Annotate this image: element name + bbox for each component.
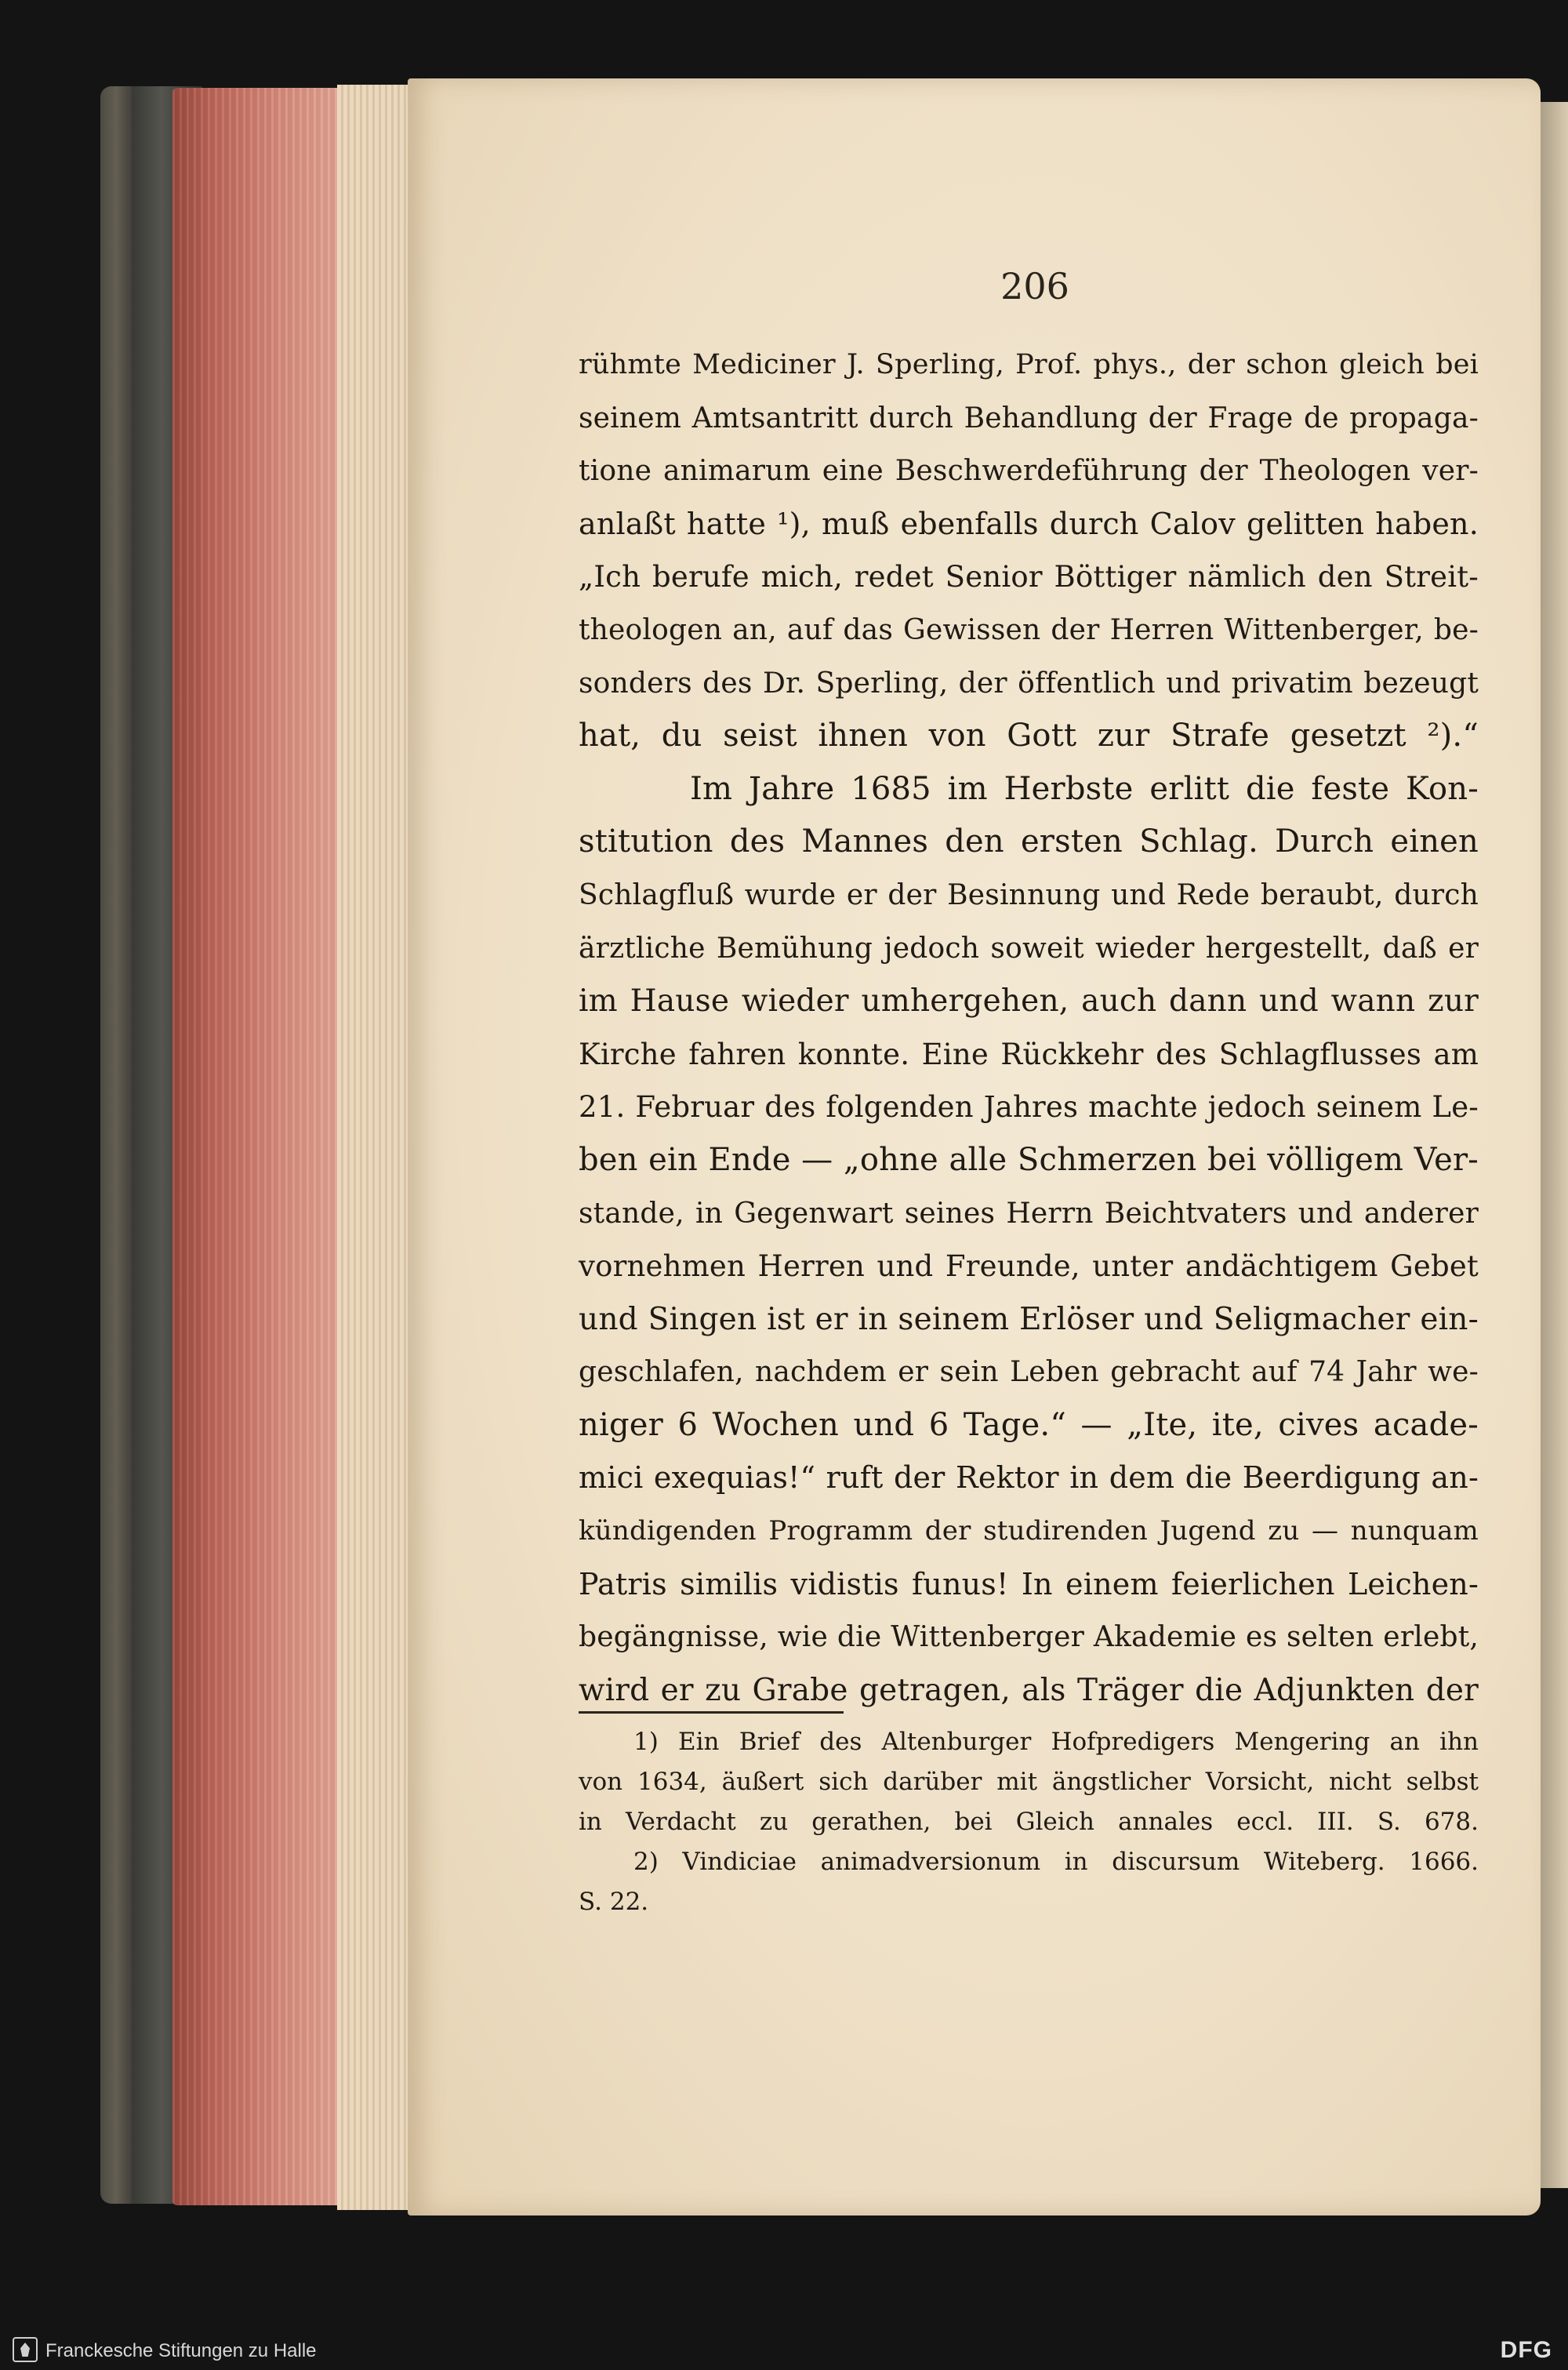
text-line: theologen an, auf das Gewissen der Herren Wittenberger, be- bbox=[579, 613, 1479, 646]
body-text bbox=[579, 339, 1479, 1717]
footnote-line: S. 22. bbox=[579, 1888, 649, 1916]
text-line: sonders des Dr. Sperling, der öffentlich und privatim bezeugt bbox=[579, 667, 1479, 700]
text-line: hat, du seist ihnen von Gott zur Strafe gesetzt ²).“ bbox=[579, 718, 1479, 754]
text-line: Im Jahre 1685 im Herbste erlitt die feste Kon- bbox=[690, 770, 1479, 807]
text-line: kündigenden Programm der studirenden Jugend zu — nunquam bbox=[579, 1515, 1479, 1547]
text-line: Schlagfluß wurde er der Besinnung und Rede beraubt, durch bbox=[579, 878, 1479, 911]
text-line: rühmte Mediciner J. Sperling, Prof. phys., der schon gleich bei bbox=[579, 349, 1479, 380]
institution-logo-icon bbox=[13, 2337, 38, 2362]
funder-logo: DFG bbox=[1500, 2337, 1552, 2363]
institution-name: Franckesche Stiftungen zu Halle bbox=[45, 2340, 317, 2361]
footnote-line: 1) Ein Brief des Altenburger Hofpredigers Mengering an ihn bbox=[633, 1728, 1479, 1756]
footnote-line: 2) Vindiciae animadversionum in discursum Witeberg. 1666. bbox=[633, 1848, 1479, 1876]
text-line: ärztliche Bemühung jedoch soweit wieder hergestellt, daß er bbox=[579, 932, 1479, 965]
footnote-line: in Verdacht zu gerathen, bei Gleich annales eccl. III. S. 678. bbox=[579, 1808, 1479, 1836]
text-line: begängnisse, wie die Wittenberger Akademie es selten erlebt, bbox=[579, 1621, 1479, 1654]
footnotes bbox=[579, 1722, 1479, 1922]
text-line: Patris similis vidistis funus! In einem feierlichen Leichen- bbox=[579, 1566, 1479, 1601]
page-number: 206 bbox=[1000, 265, 1069, 307]
text-line: seinem Amtsantritt durch Behandlung der Frage de propaga- bbox=[579, 402, 1479, 434]
text-line: wird er zu Grabe getragen, als Träger die Adjunkten der bbox=[579, 1672, 1479, 1708]
text-line: Kirche fahren konnte. Eine Rückkehr des Schlagflusses am bbox=[579, 1037, 1479, 1071]
text-line: mici exequias!“ ruft der Rektor in dem die Beerdigung an- bbox=[579, 1460, 1479, 1496]
text-line: ben ein Ende — „ohne alle Schmerzen bei völligem Ver- bbox=[579, 1141, 1479, 1178]
footer-bar bbox=[0, 2331, 1568, 2370]
footnote-rule bbox=[579, 1711, 844, 1714]
text-line: stande, in Gegenwart seines Herrn Beichtvaters und anderer bbox=[579, 1197, 1479, 1230]
text-line: 21. Februar des folgenden Jahres machte jedoch seinem Le- bbox=[579, 1090, 1479, 1125]
text-line: im Hause wieder umhergehen, auch dann und wann zur bbox=[579, 983, 1479, 1020]
text-line: niger 6 Wochen und 6 Tage.“ — „Ite, ite, cives acade- bbox=[579, 1406, 1479, 1443]
text-line: geschlafen, nachdem er sein Leben gebracht auf 74 Jahr we- bbox=[579, 1356, 1479, 1389]
text-line: tione animarum eine Beschwerdeführung der Theologen ver- bbox=[579, 455, 1479, 488]
text-line: und Singen ist er in seinem Erlöser und Seligmacher ein- bbox=[579, 1301, 1479, 1337]
footnote-line: von 1634, äußert sich darüber mit ängstlicher Vorsicht, nicht selbst bbox=[579, 1768, 1479, 1796]
text-line: stitution des Mannes den ersten Schlag. Durch einen bbox=[579, 823, 1479, 860]
facing-page-edge bbox=[1538, 102, 1568, 2188]
book-spine-edge bbox=[100, 86, 132, 2204]
text-line: „Ich berufe mich, redet Senior Böttiger nämlich den Streit- bbox=[579, 560, 1479, 594]
text-line: vornehmen Herren und Freunde, unter andächtigem Gebet bbox=[579, 1249, 1479, 1284]
text-line: anlaßt hatte ¹), muß ebenfalls durch Calov gelitten haben. bbox=[579, 506, 1479, 541]
